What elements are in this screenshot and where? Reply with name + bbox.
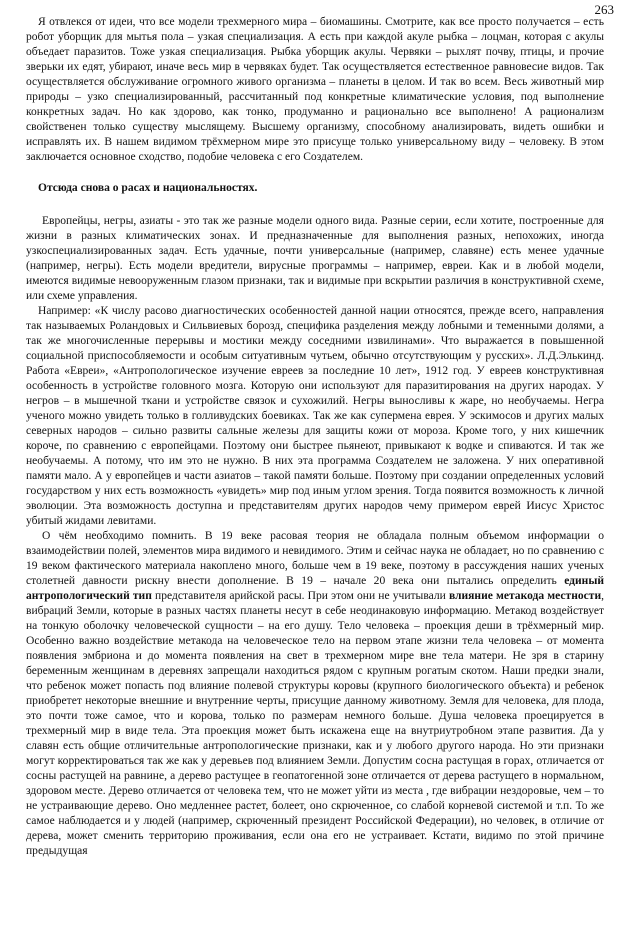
paragraph-metacode [26, 529, 604, 859]
metacode-text-d: , вибраций Земли, которые в разных частях планеты несут в себе неодинаковую информацию. Метакод воздействует на тонкую оболочку человеческой сущности – на его душу. Тело человека – проекция деши в трёхмерный мир. Особенно важно воздействие метакода на человеческое тело на первом этапе жизни тела человека – от момента появления эмбриона и до момента появления на свет в трехмерном мире вне тела матери. Не зря в старину беременным женщинам в деревнях запрещали находиться рядом с крупным рогатым скотом. Наши предки знали, что ребенок может попасть под влияние полевой структуры коровы (крупного биологического объекта) и ребенок приобретет некоторые внешние и внутренние черты, присущие данному животному. Земля для человека, для плода, это почти тоже самое, что и корова, только по размерам немного больше. Душа человека проецируется в трехмерный мир в виде тела. Эта проекция может быть искажена еще на внутриутробном этапе развития. Да у славян есть общие отличительные антропологические признаки, как и у любого другого народа. Но эти признаки могут корректироваться так же как у деревьев под влиянием Земли. Допустим сосна растущая в горах, отличается от сосны растущей на равнине, а дерево растущее в геопатогенной зоне отличается от дерева растущего в нормальном, здоровом месте. Дерево отличается от человека тем, что не может уйти из места , где вибрации нездоровые, чем – то не устраивающие дерево. Оно медленнее растет, болеет, оно скрюченное, со слабой корневой системой и т.п. То же самое наблюдается и у людей (например, скрюченный президент Российской Федерации), но человек, в отличие от дерева, может сменить территорию проживания, если она его не устраивает. Кстати, видимо по этой причине предыдущая [26, 590, 604, 857]
paragraph-models: Европейцы, негры, азиаты - это так же разные модели одного вида. Разные серии, если хотите, построенные для жизни в разных климатических зонах. И предназначенные для выполнения разных, непохожих, иногда узкоспециализированных задач. Есть удачные, почти универсальные (например, славяне) есть менее удачные (например, негры). Есть модели вредители, вирусные программы – например, евреи. Как и в любой модели, имеются видимые невооруженным глазом признаки, так и видимые при вскрытии различия в конструктивной схеме, или схеме управления. [26, 215, 604, 302]
bold-term-metacode-influence: влияние метакода местности [448, 590, 602, 602]
section-heading: Отсюда снова о расах и национальностях. [38, 182, 258, 194]
paragraph-biomachines: Я отвлекся от идеи, что все модели трехмерного мира – биомашины. Смотрите, как все просто получается – есть робот уборщик для мытья пола – узкая специализация. А есть при каждой акуле рыбка – лоцман, которая с акулы объедает паразитов. Тоже узкая специализация. Рыбка уборщик акулы. Червяки – рыхлят почву, птицы, и прочие зверьки их едят, убирают, иначе весь мир в червяках будет. Так осуществляется естественное равновесие видов. Так осуществляется обслуживание огромного живого организма – планеты в целом. И так во всем. Весь животный мир природы – узко специализированный, рассчитанный под конкретные климатические условия, под выполнение конкретных задач. Но как здорово, как тонко, продуманно и рационально все выполнено! А рационализм свойственен только существу мыслящему. Высшему организму, способному анализировать, видеть ошибки и исправлять их. В нашем видимом трёхмерном мире это присуще только универсальному виду – человеку. В этом заключается основное сходство, подобие человека с его Создателем. [26, 16, 604, 163]
metacode-text-a: О чём необходимо помнить. В 19 веке расовая теория не обладала полным объемом информации о взаимодействии полей, элементов мира видимого и невидимого. Этим и сейчас наука не обладает, но по сравнению с 19 веком фактического материала накоплено много, больше чем в 19 веке, поэтому в рассуждения наших ученых столетней давности рискну внести дополнение. В 19 – начале 20 века они пытались определить [26, 530, 604, 587]
metacode-text-c: представителя арийской расы. При этом они не учитывали [151, 590, 449, 602]
body-text [26, 15, 604, 859]
bold-term-anthropological-type: единый антропологический тип [26, 575, 604, 602]
paragraph-example: Например: «К числу расово диагностических особенностей данной нации относятся, прежде всего, направления так называемых Роландовых и Сильвиевых борозд, специфика разделения между лобными и теменными долями, а так же многочисленные перерывы и мостики между соседними извилинами». Что выражается в повышенной социальной приспособляемости и особым ситуативным чутьем, обычно отсутствующим у русских». Л.Д.Элькинд. Работа «Евреи», «Антропологическое изучение евреев за последние 10 лет», 1912 год. У евреев конструктивная особенность в устройстве головного мозга. Которую они используют для паразитирования на других народах. У негров – в мышечной ткани и устройстве связок и сухожилий. Негры выносливы к жаре, но необучаемы. Негра ученого можно увидеть только в голливудских боевиках. Так же как супермена еврея. У эскимосов и других малых северных народов – сильно развиты сальные железы для защиты кожи от мороза. Кроме того, у них кишечник короче, по сравнению с европейцами. Поэтому они быстрее пьянеют, привыкают к водке и спиваются. И так же необучаемы. А потому, что им это не нужно. В них эта программа Создателем не заложена. У них оперативной памяти мало. А у европейцев и части азиатов – такой памяти больше. Поэтому при создании определенных условий государством у них есть возможность «увидеть» мир под иным углом зрения. Тогда появится возможность к личной эволюции. Эта возможность доступна и представителям других народов чему примером еврей Иисус Христос убитый жидами левитами. [26, 305, 604, 527]
page-number: 263 [594, 2, 614, 17]
